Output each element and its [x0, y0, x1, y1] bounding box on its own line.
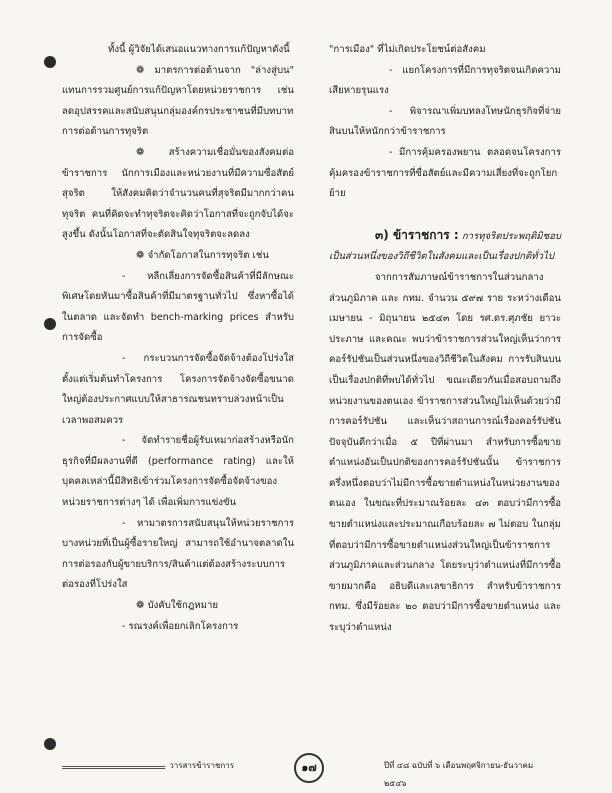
flower-bullet-icon: ❁ [136, 146, 169, 158]
section-heading: ๓) ข้าราชการ : การทุจริตประพฤติมิชอบเป็นส่วนหนึ่งของวิถีชีวิตในสังคมและเป็นเรื่องปกติทั่วไป [329, 227, 561, 263]
sub-item: - แยกโครงการที่มีการทุจริตจนเกิดความเสียหายรุนแรง [329, 64, 561, 97]
binder-hole-icon [44, 318, 56, 330]
left-column [62, 40, 294, 637]
flower-bullet-icon: ❁ [136, 249, 148, 261]
bullet-paragraph: ❁ มาตรการต่อต้านจาก "ล่างสู่บน" แทนการรวมศูนย์การแก้ปัญหาโดยหน่วยราชการ เช่น ลดอุปสรรคและสนับสนุนกลุ่มองค์กรประชาชนที่มีบทบาทการต่อต้านการทุจริต [62, 64, 294, 138]
sub-item: - หามาตรการสนับสนุนให้หน่วยราชการบางหน่วยที่เป็นผู้ซื้อรายใหญ่ สามารถใช้อำนาจตลาดในการต่อรองกับผู้ขายบริการ/สินค้าแต่ต้องสร้างระบบการต่อรองที่โปร่งใส [62, 517, 294, 591]
binder-hole-icon [44, 56, 56, 68]
sub-item: - หลีกเลี่ยงการจัดซื้อสินค้าที่มีลักษณะพิเศษโดยหันมาซื้อสินค้าที่มีมาตรฐานทั่วไป ซึ่งหาซื้อได้ในตลาด และจัดทำ bench-marking prices สำหรับการจัดซื้อ [62, 270, 294, 344]
page-footer [62, 757, 550, 788]
bullet-paragraph: ❁ จำกัดโอกาสในการทุจริต เช่น [136, 249, 269, 261]
flower-bullet-icon: ❁ [136, 600, 148, 612]
journal-name: วารสารข้าราชการ [165, 757, 238, 775]
flower-bullet-icon: ❁ [136, 64, 155, 76]
bullet-paragraph: ❁ บังคับใช้กฎหมาย [136, 600, 218, 612]
sub-item: - พิจารณาเพิ่มบทลงโทษนักธุรกิจที่จ่ายสินบนให้หนักกว่าข้าราชการ [329, 105, 561, 138]
page-number: ๑๗ [294, 753, 324, 783]
right-column [329, 40, 561, 639]
sub-item: - กระบวนการจัดซื้อจัดจ้างต้องโปร่งใสตั้งแต่เริ่มต้นทำโครงการ โครงการจัดจ้างจัดซื้อขนาดใหญ่ต้องประกาศแบบให้สาธารณชนทราบล่วงหน้าเป็นเวลาพอสมควร [62, 352, 294, 426]
intro-paragraph: ทั้งนี้ ผู้วิจัยได้เสนอแนวทางการแก้ปัญหาดังนี้ [108, 44, 290, 55]
sub-item: - มีการคุ้มครองพยาน ตลอดจนโครงการคุ้มครองข้าราชการที่ซื่อสัตย์และมีความเสี่ยงที่จะถูกโยกย้าย [329, 146, 561, 200]
bullet-paragraph: ❁ สร้างความเชื่อมั่นของสังคมต่อข้าราชการ นักการเมืองและหน่วยงานที่มีความซื่อสัตย์สุจริต ให้สังคมคิดว่าจำนวนคนที่สุจริตมีมากกว่าคนทุจริต คนที่คิดจะทำทุจริตจะคิดว่าโอกาสที่จะถูกจับได้จะสูงขึ้น ดังนั้นโอกาสที่จะตัดสินใจทุจริตจะลดลง [62, 146, 294, 241]
body-paragraph: จากการสัมภาษณ์ข้าราชการในส่วนกลาง ส่วนภูมิภาค และ กทม. จำนวน ๕๙๗ ราย ระหว่างเดือนเมษายน - มิถุนายน ๒๕๔๓ โดย รศ.ดร.ศุภชัย ยาวะประภาษ และคณะ พบว่าข้าราชการส่วนใหญ่เห็นว่าการคอร์รัปชันเป็นส่วนหนึ่งของวิถีชีวิตในสังคม การรับสินบนเป็นเรื่องปกติที่พบได้ทั่วไป ขณะเดียวกันเมื่อสอบถามถึงหน่วยงานของตนเอง ข้าราชการส่วนใหญ่ไม่เห็นด้วยว่ามีการคอร์รัปชัน และเห็นว่าสถานการณ์เรื่องคอร์รัปชันปัจจุบันดีกว่าเมื่อ ๕ ปีที่ผ่านมา สำหรับการซื้อขายตำแหน่งอันเป็นปกติของการคอร์รัปชันนั้น ข้าราชการครึ่งหนึ่งตอบว่าไม่มีการซื้อขายตำแหน่งในหน่วยงานของตนเอง ในขณะที่ประมาณร้อยละ ๔๓ ตอบว่ามีการซื้อขายตำแหน่งและประมาณเกือบร้อยละ ๗ ไม่ตอบ ในกลุ่มที่ตอบว่ามีการซื้อขายตำแหน่งส่วนใหญ่เป็นข้าราชการส่วนภูมิภาคและส่วนกลาง โดยระบุว่าตำแหน่งที่มีการซื้อขายมากคือ อธิบดีและเลขาธิการ สำหรับข้าราชการ กทม. ซึ่งมีร้อยละ ๒๐ ตอบว่ามีการซื้อขายตำแหน่ง และระบุว่าตำแหน่ง [329, 271, 561, 634]
continuation-line: "การเมือง" ที่ไม่เกิดประโยชน์ต่อสังคม [329, 44, 486, 55]
sub-item: - จัดทำรายชื่อผู้รับเหมาก่อสร้างหรือนักธุรกิจที่มีผลงานที่ดี (performance rating) และให้บุคคลเหล่านี้มีสิทธิเข้าร่วมโครงการจัดซื้อจัดจ้างของหน่วยราชการต่างๆ ได้ เพื่อเพิ่มการแข่งขัน [62, 435, 294, 509]
sub-item: - รณรงค์เพื่อยกเลิกโครงการ [122, 620, 239, 632]
binder-hole-icon [44, 738, 56, 750]
issue-info: ปีที่ ๔๘ ฉบับที่ ๖ เดือนพฤศจิกายน-ธันวาคม ๒๕๔๖ [380, 757, 550, 793]
